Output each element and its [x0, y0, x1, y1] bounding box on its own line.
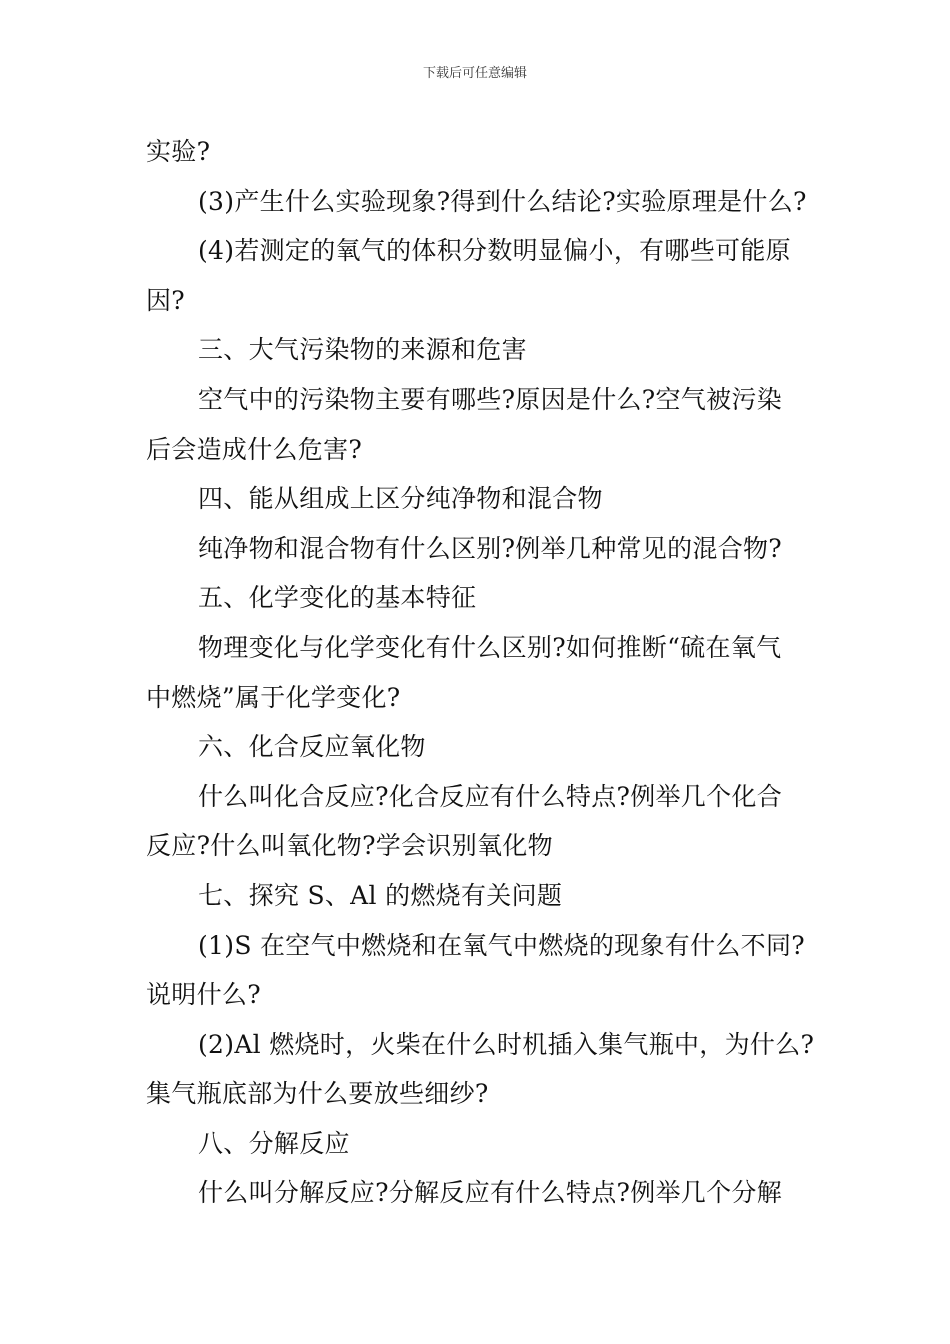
page-header: 下载后可任意编辑 — [422, 66, 527, 81]
text-line: 什么叫化合反应?化合反应有什么特点?例举几个化合 — [198, 781, 783, 811]
text-line: (1)S 在空气中燃烧和在氧气中燃烧的现象有什么不同? — [198, 930, 805, 960]
section-heading: 五、化学变化的基本特征 — [198, 583, 477, 613]
text-line: 纯净物和混合物有什么区别?例举几种常见的混合物? — [198, 533, 783, 563]
text-line: 空气中的污染物主要有哪些?原因是什么?空气被污染 — [198, 384, 783, 414]
text-line: 物理变化与化学变化有什么区别?如何推断“硫在氧气 — [198, 632, 782, 662]
text-line: 集气瓶底部为什么要放些细纱? — [146, 1079, 489, 1109]
text-line: 后会造成什么危害? — [146, 434, 363, 464]
section-heading: 三、大气污染物的来源和危害 — [198, 335, 527, 365]
section-heading: 八、分解反应 — [198, 1128, 350, 1158]
section-heading: 四、能从组成上区分纯净物和混合物 — [198, 484, 603, 514]
text-line: 什么叫分解反应?分解反应有什么特点?例举几个分解 — [198, 1178, 783, 1208]
text-line: 因? — [146, 285, 186, 315]
section-heading: 六、化合反应氧化物 — [198, 732, 426, 762]
document-body — [146, 127, 815, 1218]
section-heading: 七、探究 S、Al 的燃烧有关问题 — [198, 880, 563, 910]
text-line: 反应?什么叫氧化物?学会识别氧化物 — [146, 831, 553, 861]
text-line: 实验? — [146, 137, 211, 166]
text-line: 中燃烧”属于化学变化? — [146, 682, 401, 712]
text-line: (4)若测定的氧气的体积分数明显偏小，有哪些可能原 — [198, 236, 791, 266]
text-line: (2)Al 燃烧时，火柴在什么时机插入集气瓶中，为什么? — [198, 1029, 815, 1059]
text-line: (3)产生什么实验现象?得到什么结论?实验原理是什么? — [198, 186, 807, 216]
text-line: 说明什么? — [146, 980, 261, 1010]
